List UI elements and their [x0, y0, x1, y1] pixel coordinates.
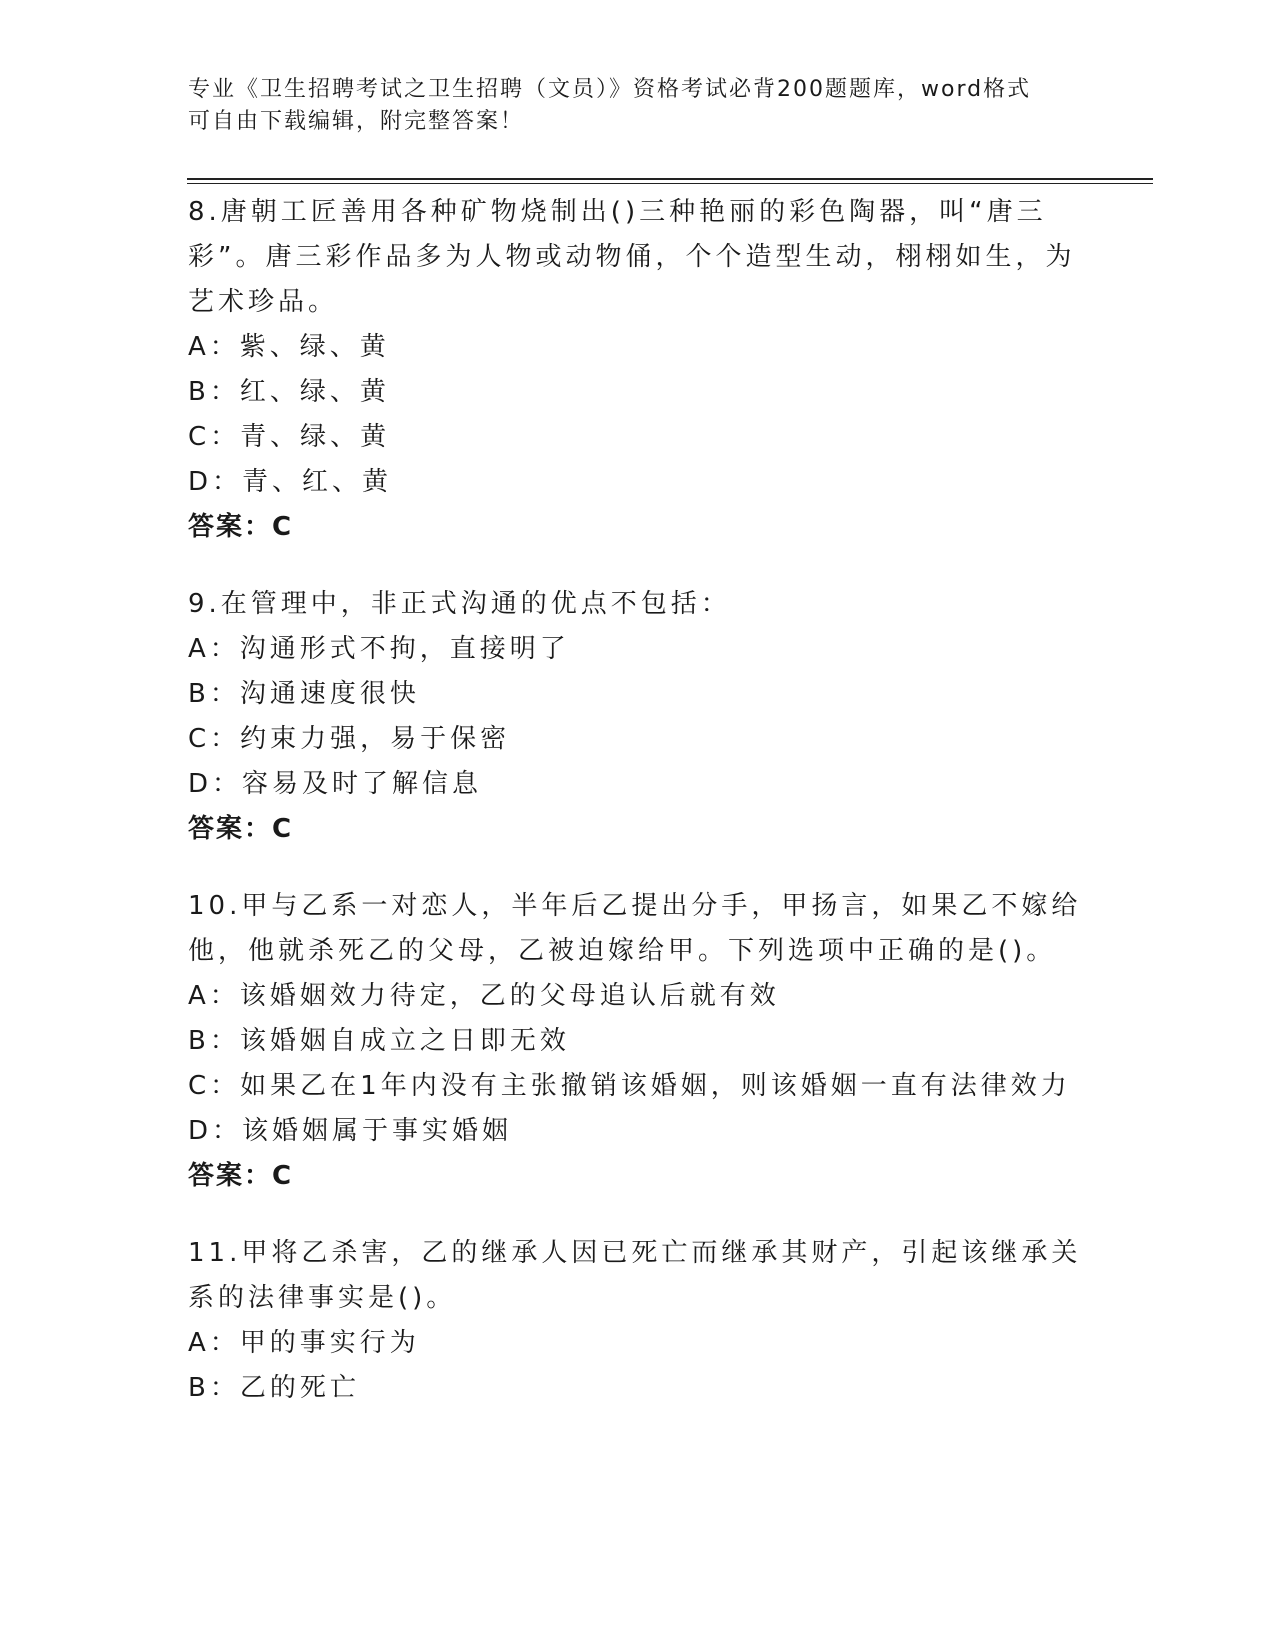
question-8: [188, 190, 1088, 550]
answer: 答案：C: [188, 814, 294, 844]
option-c: C：如果乙在1年内没有主张撤销该婚姻，则该婚姻一直有法律效力: [188, 1071, 1071, 1101]
option-a: A：甲的事实行为: [188, 1328, 420, 1358]
header-divider-thick: [187, 178, 1153, 180]
question-list: [188, 190, 1088, 1443]
answer: 答案：C: [188, 1161, 294, 1191]
header-line-1: 专业《卫生招聘考试之卫生招聘（文员）》资格考试必背200题题库，word格式: [188, 77, 1032, 102]
option-d: D：青、红、黄: [188, 467, 393, 497]
question-text: 11.甲将乙杀害，乙的继承人因已死亡而继承其财产，引起该继承关系的法律事实是()。: [188, 1238, 1082, 1313]
option-b: B：沟通速度很快: [188, 679, 420, 709]
option-d: D：该婚姻属于事实婚姻: [188, 1116, 513, 1146]
option-b: B：该婚姻自成立之日即无效: [188, 1026, 570, 1056]
question-9: [188, 582, 1088, 852]
option-a: A：紫、绿、黄: [188, 332, 390, 362]
option-a: A：沟通形式不拘，直接明了: [188, 634, 570, 664]
option-c: C：约束力强，易于保密: [188, 724, 511, 754]
header-divider-thin: [187, 183, 1153, 184]
option-a: A：该婚姻效力待定，乙的父母追认后就有效: [188, 981, 780, 1011]
header-line-2: 可自由下载编辑，附完整答案！: [188, 109, 525, 134]
question-11: [188, 1231, 1088, 1411]
document-header: [188, 74, 1068, 138]
question-text: 9.在管理中，非正式沟通的优点不包括：: [188, 589, 731, 619]
option-b: B：红、绿、黄: [188, 377, 390, 407]
question-10: [188, 884, 1088, 1199]
question-text: 10.甲与乙系一对恋人，半年后乙提出分手，甲扬言，如果乙不嫁给他，他就杀死乙的父母，乙被迫嫁给甲。下列选项中正确的是()。: [188, 891, 1082, 966]
option-b: B：乙的死亡: [188, 1373, 360, 1403]
question-text: 8.唐朝工匠善用各种矿物烧制出()三种艳丽的彩色陶器，叫“唐三彩”。唐三彩作品多为人物或动物俑，个个造型生动，栩栩如生，为艺术珍品。: [188, 197, 1076, 317]
option-d: D：容易及时了解信息: [188, 769, 483, 799]
option-c: C：青、绿、黄: [188, 422, 391, 452]
answer: 答案：C: [188, 512, 294, 542]
